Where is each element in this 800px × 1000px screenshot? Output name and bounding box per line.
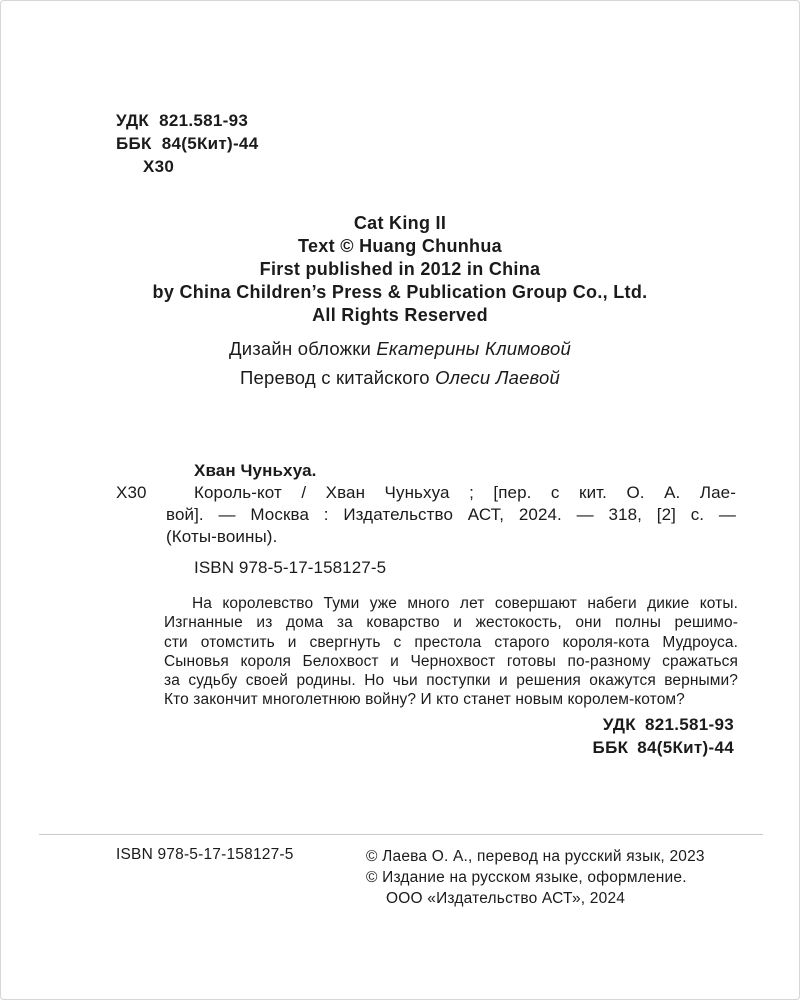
bib-author-sign: Х30 [116,483,147,502]
translation-credit [1,363,799,392]
cover-design-label: Дизайн обложки [228,338,377,359]
cover-designer-name: Екатерины Климовой [376,338,571,359]
copyright-block [1,212,799,392]
bib-record-line-3: (Коты-воины). [166,527,278,546]
bib-record-line-2: вой]. — Москва : Издательство АСТ, 2024. — 318, [2] с. — [166,505,736,524]
rights-reserved-line: All Rights Reserved [312,305,488,325]
cover-design-credit [1,334,799,363]
udk-code-right: УДК 821.581-93 [602,715,734,734]
footer-divider [39,834,763,835]
publisher-line: by China Children’s Press & Publication Group Co., Ltd. [152,282,648,302]
original-title: Cat King II [353,213,447,233]
annotation-line: На королевство Туми уже много лет совершают набеги дикие коты. [192,595,738,612]
bbk-code: ББК 84(5Кит)-44 [116,134,259,153]
translation-label: Перевод с китайского [240,367,436,388]
bib-record-text-1: Король-кот / Хван Чуньхуа ; [пер. с кит. О. А. Лае- [194,483,736,502]
publisher-copyright: ООО «Издательство АСТ», 2024 [386,890,626,907]
annotation-line: Изгнанные из дома за коварство и жестокость, они полны решимо- [164,614,738,632]
footer-copyright-block [366,846,746,909]
footer-isbn: ISBN 978-5-17-158127-5 [116,846,294,863]
edition-copyright: © Издание на русском языке, оформление. [366,869,687,886]
author-sign: Х30 [143,157,175,176]
translation-copyright: © Лаева О. А., перевод на русский язык, 2023 [366,848,705,865]
annotation-line: Кто закончит многолетнюю войну? И кто станет новым королем-котом? [164,691,685,709]
bbk-code-right: ББК 84(5Кит)-44 [592,738,734,757]
bib-record-line-1 [116,482,736,504]
annotation-line: Сыновья короля Белохвост и Чернохвост готовы по-разному сражаться [164,652,738,670]
first-published-line: First published in 2012 in China [259,259,541,279]
annotation-paragraph [164,594,738,710]
classification-block [116,109,258,178]
text-copyright-line: Text © Huang Chunhua [298,236,502,256]
udk-code: УДК 821.581-93 [116,111,249,130]
annotation-line: сти отомстить и свергнуть с престола старого короля-кота Мудроуса. [164,633,738,651]
bib-author-heading: Хван Чуньхуа. [194,461,317,480]
bibliographic-record [116,460,736,579]
annotation-line: за судьбу своей родины. Но чьи поступки и решения окажутся верными? [164,672,738,690]
isbn-record: ISBN 978-5-17-158127-5 [194,558,387,577]
classification-codes-right [593,713,734,759]
translator-name: Олеси Лаевой [435,367,560,388]
